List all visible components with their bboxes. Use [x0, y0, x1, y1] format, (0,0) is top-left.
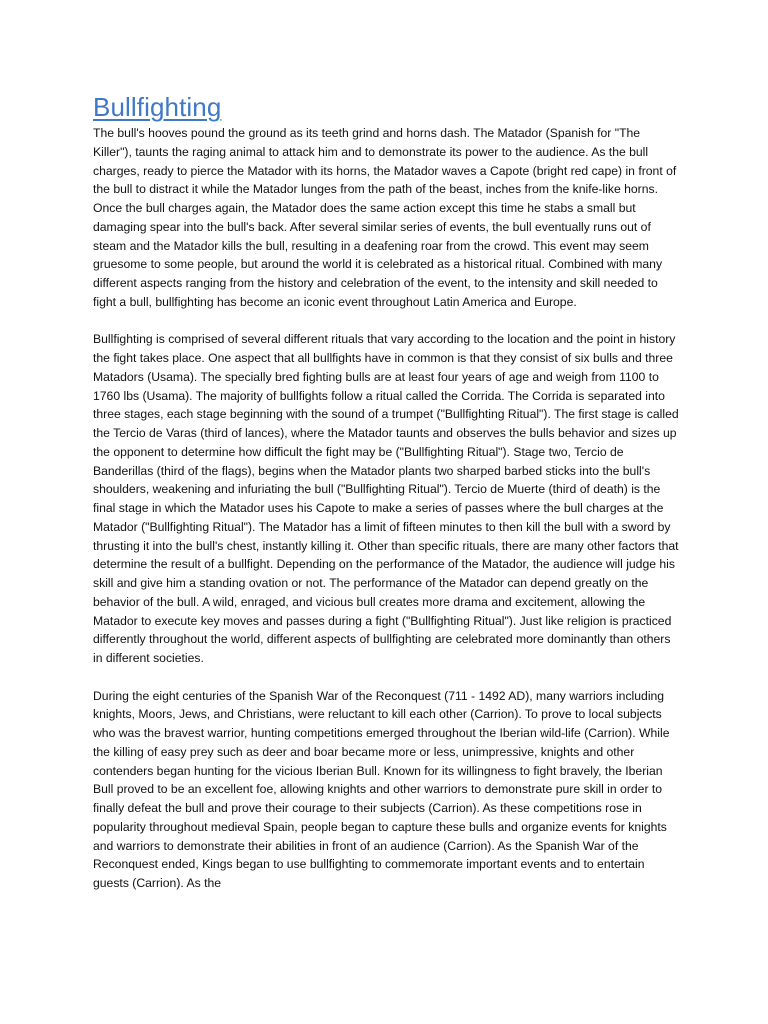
document-title: Bullfighting — [93, 92, 222, 122]
document-body — [93, 90, 679, 893]
paragraph-rituals: Bullfighting is comprised of several different rituals that vary according to the location and the point in history the fight takes place. One aspect that all bullfights have in common is that they consist of six bulls and three Matadors (Usama). The specially bred fighting bulls are at least four years of age and weigh from 1100 to 1760 lbs (Usama). The majority of bullfights follow a ritual called the Corrida. The Corrida is separated into three stages, each stage beginning with the sound of a trumpet ("Bullfighting Ritual"). The first stage is called the Tercio de Varas (third of lances), where the Matador taunts and observes the bulls behavior and sizes up the opponent to determine how difficult the fight may be ("Bullfighting Ritual"). Stage two, Tercio de Banderillas (third of the flags), begins when the Matador plants two sharped barbed sticks into the bull's shoulders, weakening and infuriating the bull ("Bullfighting Ritual"). Tercio de Muerte (third of death) is the final stage in which the Matador uses his Capote to make a series of passes where the bull charges at the Matador ("Bullfighting Ritual"). The Matador has a limit of fifteen minutes to then kill the bull with a sword by thrusting it into the bull's chest, instantly killing it. Other than specific rituals, there are many other factors that determine the result of a bullfight. Depending on the performance of the Matador, the audience will judge his skill and give him a standing ovation or not. The performance of the Matador can depend greatly on the behavior of the bull. A wild, enraged, and vicious bull creates more drama and excitement, allowing the Matador to execute key moves and passes during a fight ("Bullfighting Ritual"). Just like religion is practiced differently throughout the world, different aspects of bullfighting are celebrated more dominantly than others in different societies. — [93, 332, 679, 665]
paragraph-intro: The bull's hooves pound the ground as its teeth grind and horns dash. The Matador (Spanish for "The Killer"), taunts the raging animal to attack him and to demonstrate its power to the audience. As the bull charges, ready to pierce the Matador with its horns, the Matador waves a Capote (bright red cape) in front of the bull to distract it while the Matador lunges from the path of the beast, inches from the knife-like horns. Once the bull charges again, the Matador does the same action except this time he stabs a small but damaging spear into the bull's back. After several similar series of events, the bull eventually runs out of steam and the Matador kills the bull, resulting in a deafening roar from the crowd. This event may seem gruesome to some people, but around the world it is celebrated as a historical ritual. Combined with many different aspects ranging from the history and celebration of the event, to the intensity and skill needed to fight a bull, bullfighting has become an iconic event throughout Latin America and Europe. — [93, 126, 677, 309]
paragraph-history: During the eight centuries of the Spanish War of the Reconquest (711 - 1492 AD), many warriors including knights, Moors, Jews, and Christians, were reluctant to kill each other (Carrion). To prove to local subjects who was the bravest warrior, hunting competitions emerged throughout the Iberian wild-life (Carrion). While the killing of easy prey such as deer and boar became more or less, unimpressive, knights and other contenders began hunting for the vicious Iberian Bull. Known for its willingness to fight bravely, the Iberian Bull proved to be an excellent foe, allowing knights and other warriors to demonstrate pure skill in order to finally defeat the bull and prove their courage to their subjects (Carrion). As these competitions rose in popularity throughout medieval Spain, people began to capture these bulls and organize events for knights and warriors to demonstrate their abilities in front of an audience (Carrion). As the Spanish War of the Reconquest ended, Kings began to use bullfighting to commemorate important events and to entertain guests (Carrion). As the — [93, 688, 670, 890]
